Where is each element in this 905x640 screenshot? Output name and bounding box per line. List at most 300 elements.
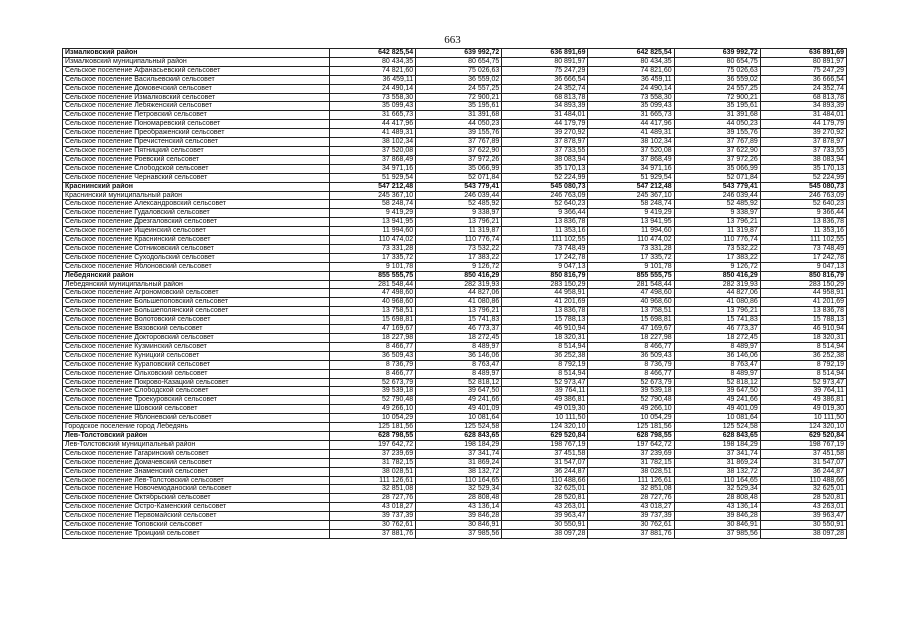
value-cell: 37 985,56 (674, 529, 760, 538)
table-row (63, 289, 847, 298)
value-cell: 37 868,49 (588, 155, 674, 164)
value-cell: 36 252,38 (502, 351, 588, 360)
value-cell: 75 026,63 (674, 66, 760, 75)
row-name: Сельское поселение Новочемоданоский сельсовет (63, 485, 330, 494)
value-cell: 10 081,64 (416, 414, 502, 423)
value-cell: 74 821,60 (330, 66, 416, 75)
value-cell: 72 900,21 (416, 93, 502, 102)
value-cell: 43 136,14 (674, 503, 760, 512)
table-row (63, 440, 847, 449)
value-cell: 11 353,16 (760, 227, 846, 236)
value-cell: 32 529,34 (416, 485, 502, 494)
value-cell: 111 102,55 (760, 236, 846, 245)
row-name: Сельское поселение Дрезгаловский сельсовет (63, 218, 330, 227)
value-cell: 8 736,79 (588, 360, 674, 369)
value-cell: 17 242,78 (760, 253, 846, 262)
value-cell: 9 126,72 (674, 262, 760, 271)
value-cell: 125 524,58 (674, 423, 760, 432)
table-row (63, 396, 847, 405)
value-cell: 34 893,39 (502, 102, 588, 111)
value-cell: 197 642,72 (330, 440, 416, 449)
table-row (63, 369, 847, 378)
value-cell: 38 028,51 (330, 467, 416, 476)
row-name: Краснинский район (63, 182, 330, 191)
row-name: Сельское поселение Гудаловский сельсовет (63, 209, 330, 218)
value-cell: 43 018,27 (588, 503, 674, 512)
value-cell: 49 401,09 (674, 405, 760, 414)
value-cell: 15 788,13 (760, 316, 846, 325)
value-cell: 35 195,61 (674, 102, 760, 111)
value-cell: 8 466,77 (588, 369, 674, 378)
value-cell: 850 816,79 (760, 271, 846, 280)
value-cell: 15 741,83 (416, 316, 502, 325)
table-row (63, 414, 847, 423)
value-cell: 15 698,81 (330, 316, 416, 325)
value-cell: 52 818,12 (674, 378, 760, 387)
row-name: Сельское поселение Ищеинский сельсовет (63, 227, 330, 236)
table-row (63, 57, 847, 66)
value-cell: 52 485,92 (674, 200, 760, 209)
row-name: Сельское поселение Суходольский сельсовет (63, 253, 330, 262)
value-cell: 38 097,28 (502, 529, 588, 538)
value-cell: 8 736,79 (330, 360, 416, 369)
value-cell: 9 366,44 (760, 209, 846, 218)
table-row (63, 218, 847, 227)
value-cell: 124 320,10 (760, 423, 846, 432)
value-cell: 52 640,23 (502, 200, 588, 209)
value-cell: 636 891,69 (760, 49, 846, 58)
value-cell: 32 851,08 (330, 485, 416, 494)
value-cell: 35 195,61 (416, 102, 502, 111)
table-row (63, 485, 847, 494)
value-cell: 58 248,74 (588, 200, 674, 209)
value-cell: 11 319,87 (416, 227, 502, 236)
table-row (63, 307, 847, 316)
row-name: Сельское поселение Краснинский сельсовет (63, 236, 330, 245)
row-name: Сельское поселение Остро-Каменский сельсовет (63, 503, 330, 512)
table-row (63, 494, 847, 503)
value-cell: 37 767,89 (674, 138, 760, 147)
table-row (63, 334, 847, 343)
value-cell: 44 179,79 (760, 120, 846, 129)
value-cell: 37 520,08 (330, 146, 416, 155)
value-cell: 38 083,94 (760, 155, 846, 164)
table-row (63, 423, 847, 432)
row-name: Сельское поселение Петровский сельсовет (63, 111, 330, 120)
value-cell: 110 488,66 (760, 476, 846, 485)
row-name: Сельское поселение Октябрьский сельсовет (63, 494, 330, 503)
row-name: Сельское поселение Покрово-Казацкий сельсовет (63, 378, 330, 387)
table-row (63, 360, 847, 369)
table-row (63, 298, 847, 307)
district-total-row (63, 271, 847, 280)
value-cell: 43 018,27 (330, 503, 416, 512)
row-name: Сельское поселение Домачевский сельсовет (63, 458, 330, 467)
row-name: Сельское поселение Пречистенский сельсовет (63, 138, 330, 147)
table-row (63, 458, 847, 467)
value-cell: 8 763,47 (416, 360, 502, 369)
value-cell: 18 272,45 (674, 334, 760, 343)
value-cell: 37 972,26 (674, 155, 760, 164)
value-cell: 8 792,19 (502, 360, 588, 369)
value-cell: 125 181,56 (588, 423, 674, 432)
value-cell: 17 335,72 (588, 253, 674, 262)
value-cell: 628 798,55 (330, 431, 416, 440)
table-row (63, 378, 847, 387)
value-cell: 38 097,28 (760, 529, 846, 538)
value-cell: 18 272,45 (416, 334, 502, 343)
value-cell: 49 266,10 (330, 405, 416, 414)
row-name: Сельское поселение Роевский сельсовет (63, 155, 330, 164)
value-cell: 8 466,77 (330, 369, 416, 378)
row-name: Сельское поселение Троекуровский сельсовет (63, 396, 330, 405)
table-row (63, 244, 847, 253)
value-cell: 68 813,78 (760, 93, 846, 102)
value-cell: 36 146,06 (674, 351, 760, 360)
row-name: Лебедянский муниципальный район (63, 280, 330, 289)
value-cell: 41 080,86 (416, 298, 502, 307)
value-cell: 24 490,14 (330, 84, 416, 93)
value-cell: 15 741,83 (674, 316, 760, 325)
value-cell: 37 239,69 (588, 449, 674, 458)
row-name: Сельское поселение Докторовский сельсовет (63, 334, 330, 343)
value-cell: 73 748,49 (502, 244, 588, 253)
value-cell: 39 963,47 (502, 512, 588, 521)
value-cell: 43 263,01 (760, 503, 846, 512)
value-cell: 855 555,75 (330, 271, 416, 280)
value-cell: 39 539,18 (588, 387, 674, 396)
value-cell: 35 099,43 (330, 102, 416, 111)
row-name: Сельское поселение Чернавский сельсовет (63, 173, 330, 182)
value-cell: 30 550,91 (760, 521, 846, 530)
value-cell: 10 111,50 (502, 414, 588, 423)
value-cell: 37 622,90 (416, 146, 502, 155)
value-cell: 52 071,84 (416, 173, 502, 182)
value-cell: 47 498,60 (330, 289, 416, 298)
value-cell: 245 367,10 (330, 191, 416, 200)
value-cell: 628 843,65 (674, 431, 760, 440)
value-cell: 246 039,44 (416, 191, 502, 200)
value-cell: 110 488,66 (502, 476, 588, 485)
value-cell: 639 992,72 (416, 49, 502, 58)
value-cell: 47 169,67 (330, 325, 416, 334)
value-cell: 37 341,74 (674, 449, 760, 458)
value-cell: 32 625,01 (760, 485, 846, 494)
value-cell: 44 050,23 (416, 120, 502, 129)
row-name: Сельское поселение Афанасьевский сельсовет (63, 66, 330, 75)
value-cell: 41 489,31 (588, 129, 674, 138)
table-row (63, 476, 847, 485)
value-cell: 31 782,15 (330, 458, 416, 467)
value-cell: 24 557,25 (674, 84, 760, 93)
value-cell: 124 320,10 (502, 423, 588, 432)
row-name: Измалковский район (63, 49, 330, 58)
value-cell: 68 813,78 (502, 93, 588, 102)
value-cell: 47 498,60 (588, 289, 674, 298)
value-cell: 31 547,07 (760, 458, 846, 467)
value-cell: 198 184,29 (674, 440, 760, 449)
value-cell: 31 665,73 (588, 111, 674, 120)
value-cell: 18 320,31 (502, 334, 588, 343)
value-cell: 39 270,92 (760, 129, 846, 138)
row-name: Сельское поселение Вязовский сельсовет (63, 325, 330, 334)
value-cell: 31 547,07 (502, 458, 588, 467)
value-cell: 282 319,93 (674, 280, 760, 289)
value-cell: 30 550,91 (502, 521, 588, 530)
value-cell: 13 796,21 (416, 307, 502, 316)
value-cell: 38 102,34 (588, 138, 674, 147)
value-cell: 44 827,06 (416, 289, 502, 298)
value-cell: 24 557,25 (416, 84, 502, 93)
value-cell: 628 798,55 (588, 431, 674, 440)
value-cell: 46 773,37 (416, 325, 502, 334)
value-cell: 8 466,77 (330, 342, 416, 351)
value-cell: 75 247,29 (502, 66, 588, 75)
value-cell: 36 459,11 (588, 75, 674, 84)
table-row (63, 164, 847, 173)
value-cell: 49 401,09 (416, 405, 502, 414)
value-cell: 13 836,78 (760, 218, 846, 227)
value-cell: 43 263,01 (502, 503, 588, 512)
row-name: Сельское поселение Кузминский сельсовет (63, 342, 330, 351)
value-cell: 30 846,91 (674, 521, 760, 530)
value-cell: 31 484,01 (760, 111, 846, 120)
row-name: Сельское поселение Ольховский сельсовет (63, 369, 330, 378)
table-row (63, 102, 847, 111)
value-cell: 39 270,92 (502, 129, 588, 138)
value-cell: 850 416,29 (416, 271, 502, 280)
value-cell: 15 788,13 (502, 316, 588, 325)
row-name: Лебедянский район (63, 271, 330, 280)
table-row (63, 342, 847, 351)
value-cell: 197 642,72 (588, 440, 674, 449)
row-name: Городское поселение город Лебедянь (63, 423, 330, 432)
table-row (63, 325, 847, 334)
district-total-row (63, 182, 847, 191)
value-cell: 36 509,43 (330, 351, 416, 360)
value-cell: 38 083,94 (502, 155, 588, 164)
value-cell: 73 532,22 (674, 244, 760, 253)
value-cell: 8 792,19 (760, 360, 846, 369)
value-cell: 31 782,15 (588, 458, 674, 467)
table-row (63, 129, 847, 138)
value-cell: 30 762,61 (588, 521, 674, 530)
row-name: Сельское поселение Волотовский сельсовет (63, 316, 330, 325)
value-cell: 49 386,81 (760, 396, 846, 405)
row-name: Краснинский муниципальный район (63, 191, 330, 200)
value-cell: 49 019,30 (502, 405, 588, 414)
table-row (63, 405, 847, 414)
row-name: Сельское поселение Агрономовский сельсовет (63, 289, 330, 298)
value-cell: 80 654,75 (416, 57, 502, 66)
value-cell: 8 514,94 (502, 369, 588, 378)
table-row (63, 93, 847, 102)
value-cell: 34 971,16 (330, 164, 416, 173)
value-cell: 282 319,93 (416, 280, 502, 289)
budget-table (62, 48, 847, 539)
value-cell: 37 733,55 (502, 146, 588, 155)
value-cell: 13 836,78 (502, 218, 588, 227)
value-cell: 37 520,08 (588, 146, 674, 155)
value-cell: 13 941,95 (330, 218, 416, 227)
value-cell: 18 227,98 (588, 334, 674, 343)
value-cell: 41 201,69 (502, 298, 588, 307)
value-cell: 111 126,61 (330, 476, 416, 485)
value-cell: 44 958,91 (760, 289, 846, 298)
table-row (63, 111, 847, 120)
value-cell: 37 985,56 (416, 529, 502, 538)
value-cell: 281 548,44 (330, 280, 416, 289)
value-cell: 37 451,58 (502, 449, 588, 458)
value-cell: 35 099,43 (588, 102, 674, 111)
value-cell: 44 050,23 (674, 120, 760, 129)
table-row (63, 449, 847, 458)
table-row (63, 84, 847, 93)
value-cell: 41 080,86 (674, 298, 760, 307)
value-cell: 9 101,78 (330, 262, 416, 271)
value-cell: 8 514,94 (760, 342, 846, 351)
row-name: Сельское поселение Шовский сельсовет (63, 405, 330, 414)
value-cell: 39 846,28 (674, 512, 760, 521)
value-cell: 31 391,68 (674, 111, 760, 120)
value-cell: 74 821,60 (588, 66, 674, 75)
value-cell: 52 790,48 (588, 396, 674, 405)
value-cell: 37 451,58 (760, 449, 846, 458)
value-cell: 73 558,30 (588, 93, 674, 102)
value-cell: 198 767,19 (760, 440, 846, 449)
row-name: Сельское поселение Лебяженский сельсовет (63, 102, 330, 111)
value-cell: 36 666,54 (502, 75, 588, 84)
table-row (63, 280, 847, 289)
value-cell: 49 266,10 (588, 405, 674, 414)
value-cell: 80 891,97 (502, 57, 588, 66)
row-name: Сельское поселение Большеполянский сельсовет (63, 307, 330, 316)
value-cell: 10 081,64 (674, 414, 760, 423)
value-cell: 36 559,02 (674, 75, 760, 84)
district-total-row (63, 431, 847, 440)
value-cell: 73 331,28 (588, 244, 674, 253)
value-cell: 35 066,99 (674, 164, 760, 173)
table-row (63, 173, 847, 182)
value-cell: 642 825,54 (330, 49, 416, 58)
value-cell: 36 459,11 (330, 75, 416, 84)
value-cell: 44 827,06 (674, 289, 760, 298)
value-cell: 44 417,96 (330, 120, 416, 129)
value-cell: 47 169,67 (588, 325, 674, 334)
value-cell: 31 869,24 (674, 458, 760, 467)
row-name: Сельское поселение Пятницкий сельсовет (63, 146, 330, 155)
value-cell: 31 484,01 (502, 111, 588, 120)
value-cell: 38 132,72 (416, 467, 502, 476)
value-cell: 8 489,97 (416, 342, 502, 351)
table-row (63, 227, 847, 236)
value-cell: 73 558,30 (330, 93, 416, 102)
value-cell: 642 825,54 (588, 49, 674, 58)
row-name: Сельское поселение Яблоневский сельсовет (63, 414, 330, 423)
value-cell: 28 808,48 (416, 494, 502, 503)
value-cell: 245 367,10 (588, 191, 674, 200)
value-cell: 37 881,76 (330, 529, 416, 538)
value-cell: 31 391,68 (416, 111, 502, 120)
value-cell: 34 971,16 (588, 164, 674, 173)
value-cell: 51 929,54 (588, 173, 674, 182)
value-cell: 49 241,66 (674, 396, 760, 405)
value-cell: 52 071,84 (674, 173, 760, 182)
row-name: Лев-Толстовский муниципальный район (63, 440, 330, 449)
table-row (63, 236, 847, 245)
value-cell: 36 559,02 (416, 75, 502, 84)
value-cell: 547 212,48 (330, 182, 416, 191)
value-cell: 75 026,63 (416, 66, 502, 75)
row-name: Сельское поселение Большепоповский сельсовет (63, 298, 330, 307)
value-cell: 80 654,75 (674, 57, 760, 66)
table-row (63, 521, 847, 530)
value-cell: 639 992,72 (674, 49, 760, 58)
value-cell: 8 514,94 (502, 342, 588, 351)
value-cell: 51 929,54 (330, 173, 416, 182)
value-cell: 39 647,50 (416, 387, 502, 396)
value-cell: 628 843,65 (416, 431, 502, 440)
value-cell: 37 881,76 (588, 529, 674, 538)
value-cell: 125 181,56 (330, 423, 416, 432)
value-cell: 111 126,61 (588, 476, 674, 485)
row-name: Сельское поселение Топовский сельсовет (63, 521, 330, 530)
value-cell: 32 851,08 (588, 485, 674, 494)
row-name: Сельское поселение Знаменский сельсовет (63, 467, 330, 476)
value-cell: 13 941,95 (588, 218, 674, 227)
value-cell: 37 868,49 (330, 155, 416, 164)
value-cell: 850 816,79 (502, 271, 588, 280)
value-cell: 283 150,29 (502, 280, 588, 289)
row-name: Сельское поселение Слободской сельсовет (63, 387, 330, 396)
value-cell: 30 762,61 (330, 521, 416, 530)
row-name: Сельское поселение Куницкий сельсовет (63, 351, 330, 360)
value-cell: 110 776,74 (674, 236, 760, 245)
row-name: Измалковский муниципальный район (63, 57, 330, 66)
value-cell: 629 520,84 (502, 431, 588, 440)
table-row (63, 351, 847, 360)
value-cell: 35 170,13 (502, 164, 588, 173)
value-cell: 9 419,29 (330, 209, 416, 218)
value-cell: 58 248,74 (330, 200, 416, 209)
value-cell: 37 767,89 (416, 138, 502, 147)
value-cell: 10 054,29 (330, 414, 416, 423)
value-cell: 39 737,39 (330, 512, 416, 521)
value-cell: 543 779,41 (674, 182, 760, 191)
value-cell: 8 514,94 (760, 369, 846, 378)
value-cell: 37 972,26 (416, 155, 502, 164)
value-cell: 31 869,24 (416, 458, 502, 467)
value-cell: 543 779,41 (416, 182, 502, 191)
table-row (63, 138, 847, 147)
table-row (63, 387, 847, 396)
table-row (63, 191, 847, 200)
value-cell: 35 066,99 (416, 164, 502, 173)
value-cell: 24 490,14 (588, 84, 674, 93)
value-cell: 850 416,29 (674, 271, 760, 280)
value-cell: 8 763,47 (674, 360, 760, 369)
row-name: Сельское поселение Лев-Толстовский сельсовет (63, 476, 330, 485)
value-cell: 8 489,97 (416, 369, 502, 378)
table-row (63, 262, 847, 271)
value-cell: 36 252,38 (760, 351, 846, 360)
value-cell: 52 973,47 (502, 378, 588, 387)
value-cell: 80 434,35 (330, 57, 416, 66)
value-cell: 38 132,72 (674, 467, 760, 476)
row-name: Сельское поселение Домовечский сельсовет (63, 84, 330, 93)
value-cell: 32 529,34 (674, 485, 760, 494)
value-cell: 32 625,01 (502, 485, 588, 494)
